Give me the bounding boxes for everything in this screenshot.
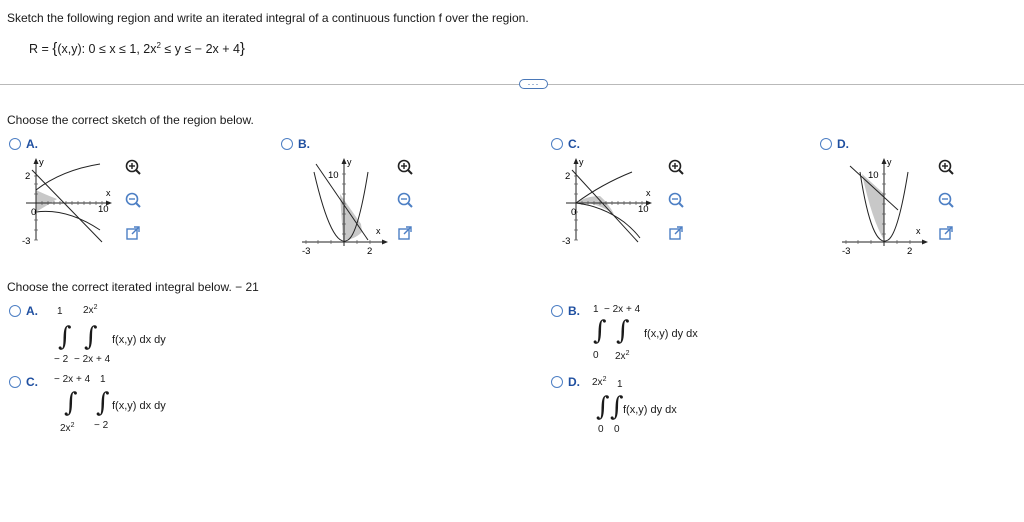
curve-lower <box>36 211 100 230</box>
sketch-option-d-letter: D. <box>837 137 849 151</box>
inner-integral-sign: ∫ <box>96 388 110 418</box>
sketch-option-c-letter: C. <box>568 137 580 151</box>
integral-option-c-letter: C. <box>26 375 38 389</box>
integral-option-a-letter: A. <box>26 304 38 318</box>
y-label: y <box>347 157 352 167</box>
question-instruction: Sketch the following region and write an iterated integral of a continuous function f over the region. <box>7 11 529 25</box>
zoom-out-icon[interactable] <box>667 191 685 209</box>
sketch-graph-b <box>296 154 396 258</box>
x-tick-label-left: -3 <box>302 246 311 257</box>
y-tick-label-top: 10 <box>328 170 339 181</box>
pop-out-icon[interactable] <box>124 224 142 242</box>
outer-upper-limit: $2x^2$ <box>592 376 607 388</box>
origin-label: 0 <box>571 207 577 218</box>
y-axis-arrow <box>574 158 579 164</box>
zoom-in-icon[interactable] <box>937 158 955 176</box>
pop-out-icon[interactable] <box>667 224 685 242</box>
section-divider <box>0 84 1024 85</box>
inner-integral-sign: ∫ <box>84 322 98 352</box>
sketch-graph-c <box>562 154 660 246</box>
inner-lower-limit: − 2x + 4 <box>74 354 111 365</box>
x-tick-label-right: 10 <box>638 204 649 215</box>
y-tick-label-top: 10 <box>868 170 879 181</box>
y-tick-label-top: 2 <box>25 171 31 182</box>
inner-lower-limit: $2x^2$ <box>615 350 630 362</box>
inner-upper-limit: $2x^2$ <box>83 304 98 316</box>
region-definition: R = {(x,y): 0 ≤ x ≤ 1, $2x^2 \le y$ ≤ − 2x + 4} <box>29 40 245 57</box>
x-label: x <box>376 226 381 236</box>
x-tick-label-right: 2 <box>907 246 913 257</box>
y-label: y <box>887 157 892 167</box>
x-axis-arrow <box>382 240 388 245</box>
outer-upper-limit: − 2x + 4 <box>54 374 91 385</box>
zoom-in-icon[interactable] <box>667 158 685 176</box>
pop-out-icon[interactable] <box>396 224 414 242</box>
y-label: y <box>39 157 44 168</box>
y-axis-arrow <box>34 158 39 164</box>
zoom-in-icon[interactable] <box>396 158 414 176</box>
sketch-graph-d <box>836 154 936 258</box>
outer-integral-sign: ∫ <box>64 388 78 418</box>
integral-option-c-radio[interactable] <box>9 376 21 388</box>
integral-option-b-radio[interactable] <box>551 305 563 317</box>
zoom-in-icon[interactable] <box>124 158 142 176</box>
sketch-option-c-radio[interactable] <box>551 138 563 150</box>
zoom-out-icon[interactable] <box>937 191 955 209</box>
pop-out-icon[interactable] <box>937 224 955 242</box>
x-tick-label-right: 10 <box>98 204 109 215</box>
sketch-option-a-radio[interactable] <box>9 138 21 150</box>
y-tick-label-top: 2 <box>565 171 571 182</box>
integral-option-b-letter: B. <box>568 304 580 318</box>
integral-option-d-radio[interactable] <box>551 376 563 388</box>
outer-integral-sign: ∫ <box>58 322 72 352</box>
line-boundary <box>572 170 638 242</box>
inner-lower-limit: 0 <box>614 424 620 435</box>
x-tick-label-right: 2 <box>367 246 373 257</box>
y-axis-arrow <box>342 158 347 164</box>
outer-integral-sign: ∫ <box>596 392 610 422</box>
integrand: f(x,y) dx dy <box>112 334 166 346</box>
integrand: f(x,y) dx dy <box>112 400 166 412</box>
outer-lower-limit: 0 <box>598 424 604 435</box>
outer-integral-sign: ∫ <box>593 316 607 346</box>
x-label: x <box>106 188 111 198</box>
inner-upper-limit: 1 <box>100 374 106 385</box>
outer-lower-limit: $2x^2$ <box>60 422 75 434</box>
x-axis-arrow <box>922 240 928 245</box>
sketch-option-b-radio[interactable] <box>281 138 293 150</box>
inner-upper-limit: − 2x + 4 <box>604 304 641 315</box>
curve-upper <box>576 172 632 203</box>
outer-lower-limit: − 2 <box>54 354 69 365</box>
curve-upper <box>36 164 100 190</box>
x-label: x <box>646 188 651 198</box>
zoom-out-icon[interactable] <box>124 191 142 209</box>
x-label: x <box>916 226 921 236</box>
inner-lower-limit: − 2 <box>94 420 109 431</box>
inner-integral-sign: ∫ <box>616 316 630 346</box>
sketch-prompt: Choose the correct sketch of the region below. <box>7 113 254 127</box>
y-label: y <box>579 157 584 167</box>
y-axis-arrow <box>882 158 887 164</box>
y-tick-label-bottom: -3 <box>22 236 31 246</box>
sketch-option-d-radio[interactable] <box>820 138 832 150</box>
line-boundary <box>316 164 368 240</box>
inner-integral-sign: ∫ <box>610 392 624 422</box>
more-button[interactable]: ··· <box>519 79 548 89</box>
integrand: f(x,y) dy dx <box>623 404 677 416</box>
integral-prompt: Choose the correct iterated integral below. − 21 <box>7 280 259 294</box>
outer-upper-limit: 1 <box>593 304 599 315</box>
integrand: f(x,y) dy dx <box>644 328 698 340</box>
sketch-option-a-letter: A. <box>26 137 38 151</box>
integral-option-d-letter: D. <box>568 375 580 389</box>
x-tick-label-left: -3 <box>842 246 851 257</box>
y-tick-label-bottom: -3 <box>562 236 571 246</box>
sketch-graph-a <box>22 154 120 246</box>
outer-lower-limit: 0 <box>593 350 599 361</box>
outer-upper-limit: 1 <box>57 306 63 317</box>
zoom-out-icon[interactable] <box>396 191 414 209</box>
inner-upper-limit: 1 <box>617 379 623 390</box>
origin-label: 0 <box>31 207 37 218</box>
sketch-option-b-letter: B. <box>298 137 310 151</box>
integral-option-a-radio[interactable] <box>9 305 21 317</box>
